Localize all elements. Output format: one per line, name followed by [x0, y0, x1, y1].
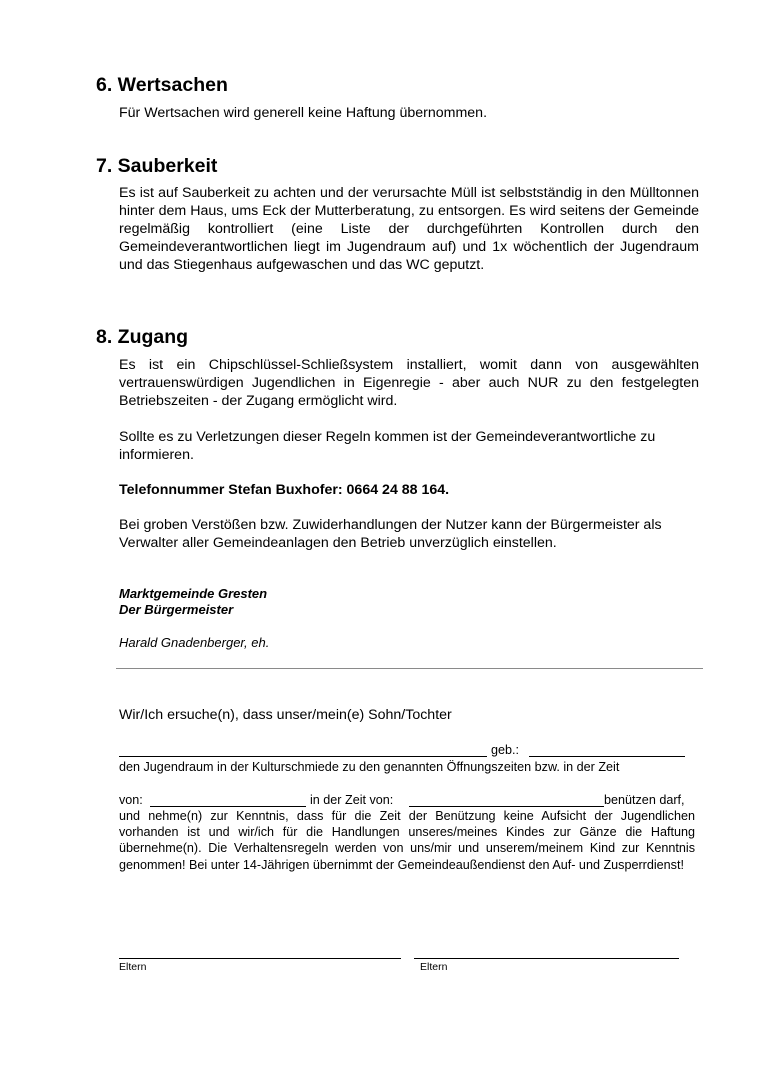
parent-signature-line-1 — [119, 958, 401, 959]
parent-signature-line-2 — [414, 958, 679, 959]
parent-label-1: Eltern — [119, 961, 147, 973]
signature-role: Der Bürgermeister — [119, 602, 234, 617]
form-intro: Wir/Ich ersuche(n), dass unser/mein(e) Sohn/Tochter — [119, 707, 452, 723]
form-line2: den Jugendraum in der Kulturschmiede zu den genannten Öffnungszeiten bzw. in der Zeit — [119, 760, 620, 774]
section-text-zugang-4: Bei groben Verstößen bzw. Zuwiderhandlungen der Nutzer kann der Bürgermeister als Verwalter aller Gemeindeanlagen den Betrieb unverzüglich einstellen. — [119, 517, 662, 551]
in-der-zeit-label: in der Zeit von: — [310, 793, 394, 807]
section-text-wertsachen: Für Wertsachen wird generell keine Haftung übernommen. — [119, 105, 488, 121]
signature-org: Marktgemeinde Gresten — [119, 586, 268, 601]
von-line — [150, 806, 306, 807]
birthdate-line — [529, 756, 685, 757]
form-body: und nehme(n) zur Kenntnis, dass für die Zeit der Benützung keine Aufsicht der Jugendlichen vorhanden ist und wir/ich für die Handlungen unseres/meines Kindes zur Gänze die Haftung übernehme(n). Die Verhaltensregeln werden von uns/mir und unserem/meinem Kind zur Kenntnis genommen! Bei unter 14-Jährigen übernimmt der Gemeindeaußendienst den Auf- und Zusperrdienst! — [119, 809, 695, 872]
section-divider — [116, 668, 703, 669]
section-heading-wertsachen: 6. Wertsachen — [96, 74, 228, 96]
phone-number-text: Telefonnummer Stefan Buxhofer: 0664 24 88 164. — [119, 482, 450, 498]
section-text-sauberkeit: Es ist auf Sauberkeit zu achten und der verursachte Müll ist selbstständig in den Mülltonnen hinter dem Haus, ums Eck der Mutterberatung, zu entsorgen. Es wird seitens der Gemeinde regelmäßig kontrolliert (eine Liste der durchgeführten Kontrollen durch den Gemeindeverantwortlichen liegt im Jugendraum auf) und 1x wöchentlich der Jugendraum und das Stiegenhaus aufgewaschen und das WC geputzt. — [119, 185, 699, 273]
benuetzen-label: benützen darf, — [604, 793, 685, 807]
section-text-zugang-2: Sollte es zu Verletzungen dieser Regeln kommen ist der Gemeindeverantwortliche zu informieren. — [119, 429, 656, 463]
section-heading-sauberkeit: 7. Sauberkeit — [96, 155, 218, 177]
signature-name: Harald Gnadenberger, eh. — [119, 635, 270, 650]
von-label: von: — [119, 793, 143, 807]
section-text-zugang-1: Es ist ein Chipschlüssel-Schließsystem installiert, womit dann von ausgewählten vertrauenswürdigen Jugendlichen in Eigenregie - aber auch NUR zu den festgelegten Betriebszeiten - der Zugang ermöglicht wird. — [119, 357, 699, 409]
zeit-line — [409, 806, 604, 807]
child-name-line — [119, 756, 487, 757]
geb-label: geb.: — [491, 743, 520, 757]
section-heading-zugang: 8. Zugang — [96, 326, 189, 348]
parent-label-2: Eltern — [420, 961, 448, 973]
